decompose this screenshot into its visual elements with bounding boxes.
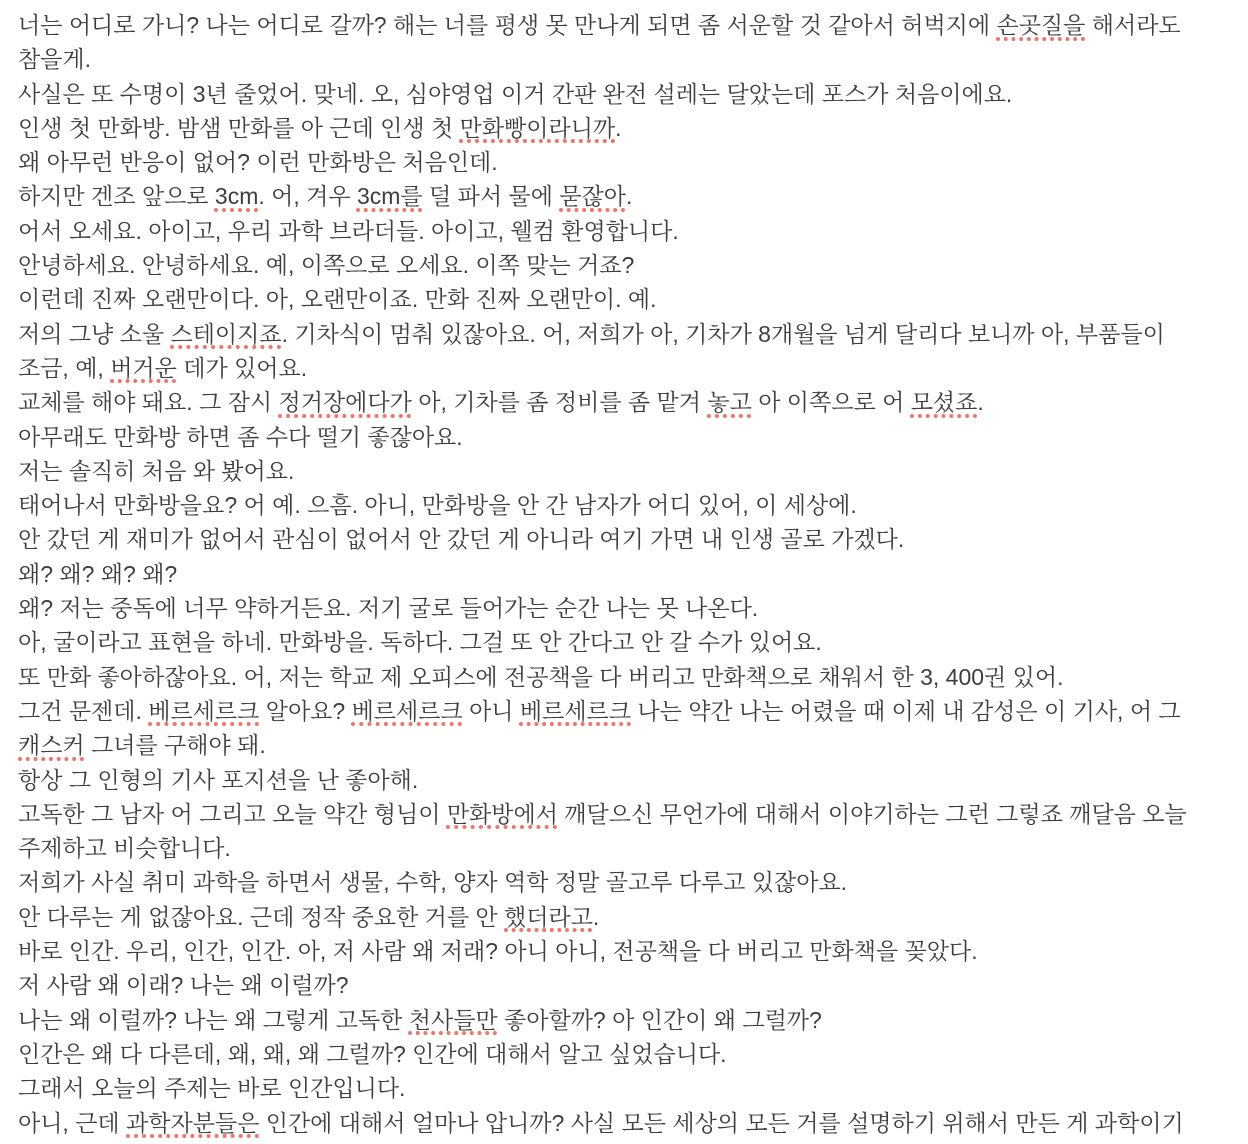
text-segment: 왜? 저는 중독에 너무 약하거든요. 저기 굴로 들어가는 순간 나는 못 나온다. [18,595,759,622]
text-segment: 어서 오세요. 아이고, 우리 과학 브라더들. 아이고, 웰컴 환영합니다. [18,217,679,244]
text-segment: 저희가 사실 취미 과학을 하면서 생물, 수학, 양자 역학 정말 골고루 다루고 있잖아요. [18,869,848,896]
misspelled-word: 과학자분들은 [126,1109,260,1136]
text-line [18,1003,1232,1037]
text-line [18,694,1232,728]
misspelled-word: 3cm를 [356,183,423,210]
text-line [18,248,1232,282]
text-line [18,968,1232,1002]
text-line [18,454,1232,488]
text-segment: 해서라도 [1085,12,1181,38]
text-segment: 그녀를 구해야 돼. [84,732,266,759]
misspelled-word: 정거장에다가 [278,389,412,416]
text-segment: 교체를 해야 돼요. 그 잠시 [18,389,279,416]
text-segment: . 기차식이 멈춰 있잖아요. 어, 저희가 아, 기차가 8개월을 넘게 달리다 보니까 아, 부품들이 [281,320,1165,347]
misspelled-word: 버거운 [110,354,177,381]
text-segment: 인간은 왜 다 다른데, 왜, 왜, 왜 그럴까? 인간에 대해서 알고 싶었습니다. [18,1040,727,1067]
text-line [18,625,1232,659]
misspelled-word: 손곳질을 [996,12,1086,38]
text-line [18,831,1232,865]
text-segment: 고독한 그 남자 어 그리고 오늘 약간 형님이 [18,800,447,827]
text-segment: 안 갔던 게 재미가 없어서 관심이 없어서 안 갔던 게 아니라 여기 가면 내 인생 골로 가겠다. [18,526,905,553]
text-segment: 아니, 근데 [18,1109,127,1136]
text-segment: 너는 어디로 가니? 나는 어디로 갈까? 해는 너를 평생 못 만나게 되면 좀 서운할 것 같아서 허벅지에 [18,12,997,38]
text-line [18,214,1232,248]
text-line [18,900,1232,934]
misspelled-word: 베르세르크 [351,697,463,724]
text-segment: 조금, 예, [18,354,111,381]
text-line [18,763,1232,797]
text-segment: 인간에 대해서 얼마나 압니까? 사실 모든 세상의 모든 거를 설명하기 위해서 만든 게 과학이기 [259,1109,1184,1136]
text-segment: . [615,114,622,141]
text-line [18,385,1232,419]
text-segment: 저 사람 왜 이래? 나는 왜 이럴까? [18,972,349,999]
text-segment: 왜? 왜? 왜? 왜? [18,560,178,587]
text-segment: 참을게. [18,46,92,73]
text-line [18,865,1232,899]
misspelled-word: 캐스커 [18,732,85,759]
misspelled-word: 베르세르크 [148,697,260,724]
text-line [18,591,1232,625]
misspelled-word: 스테이지죠 [170,320,282,347]
text-segment: 안 다루는 게 없잖아요. 근데 정작 중요한 거를 안 [18,903,505,930]
text-segment: 항상 그 인형의 기사 포지션을 난 좋아해. [18,766,419,793]
text-segment: 덜 파서 물에 [422,183,560,210]
text-line [18,145,1232,179]
text-segment: 태어나서 만화방을요? 어 예. 으흠. 아니, 만화방을 안 간 남자가 어디 있어, 이 세상에. [18,492,857,519]
text-segment: 아무래도 만화방 하면 좀 수다 떨기 좋잖아요. [18,423,463,450]
text-line [18,488,1232,522]
text-segment: 깨달으신 무언가에 대해서 이야기하는 그런 그렇죠 깨달음 오늘 [557,800,1187,827]
text-segment: 아니 [462,697,520,724]
text-segment: 이런데 진짜 오랜만이다. 아, 오랜만이죠. 만화 진짜 오랜만이. 예. [18,286,657,313]
text-segment: . [592,903,600,930]
text-line [18,1106,1232,1140]
text-segment: 좋아할까? 아 인간이 왜 그럴까? [497,1006,822,1033]
text-segment: . [625,183,633,210]
text-segment: . [977,389,984,416]
text-line [18,660,1232,694]
text-line [18,934,1232,968]
text-segment: 그래서 오늘의 주제는 바로 인간입니다. [18,1075,406,1102]
document-text[interactable] [18,8,1232,1140]
text-line [18,282,1232,316]
text-segment: 안녕하세요. 안녕하세요. 예, 이쪽으로 오세요. 이쪽 맞는 거죠? [18,252,635,279]
misspelled-word: 묻잖아 [559,183,626,210]
text-segment: 그건 문젠데. [18,697,149,724]
misspelled-word: 모셨죠 [910,389,978,416]
text-segment: 왜 아무런 반응이 없어? 이런 만화방은 처음인데. [18,149,498,176]
text-line [18,522,1232,556]
text-segment: 또 만화 좋아하잖아요. 어, 저는 학교 제 오피스에 전공책을 다 버리고 만화책으로 채워서 한 3, 400권 있어. [18,663,1064,690]
text-line [18,77,1232,111]
text-line [18,797,1232,831]
text-line [18,728,1232,762]
text-segment: 아, 굴이라고 표현을 하네. 만화방을. 독하다. 그걸 또 안 간다고 안 갈 수가 있어요. [18,629,822,656]
text-line [18,179,1232,213]
text-line [18,420,1232,454]
text-segment: 나는 왜 이럴까? 나는 왜 그렇게 고독한 [18,1006,409,1033]
text-line [18,557,1232,591]
text-line [18,111,1232,145]
misspelled-word: 놓고 [707,389,752,416]
misspelled-word: 만화방에서 [446,800,558,827]
text-segment: 저는 솔직히 처음 와 봤어요. [18,457,295,484]
misspelled-word: 베르세르크 [519,697,631,724]
text-segment: . 어, 겨우 [258,183,357,210]
misspelled-word: 천사들만 [408,1006,498,1033]
misspelled-word: 3cm [214,183,259,210]
text-segment: 바로 인간. 우리, 인간, 인간. 아, 저 사람 왜 저래? 아니 아니, 전공책을 다 버리고 만화책을 꽂았다. [18,938,978,965]
text-line [18,1037,1232,1071]
misspelled-word: 만화빵이라니까 [459,114,616,141]
text-segment: 인생 첫 만화방. 밤샘 만화를 아 근데 인생 첫 [18,114,460,141]
text-line [18,351,1232,385]
text-segment: 아 이쪽으로 어 [751,389,911,416]
text-segment: 아, 기차를 좀 정비를 좀 맡겨 [411,389,708,416]
text-line [18,1071,1232,1105]
text-segment: 하지만 겐조 앞으로 [18,183,215,210]
text-segment: 저의 그냥 소울 [18,320,171,347]
misspelled-word: 했더라고 [504,903,593,930]
text-line [18,42,1232,76]
text-segment: 알아요? [259,697,352,724]
text-line [18,317,1232,351]
text-segment: 주제하고 비슷합니다. [18,835,231,862]
text-segment: 나는 약간 나는 어렸을 때 이제 내 감성은 이 기사, 어 그 [631,697,1181,724]
text-line [18,8,1232,42]
text-segment: 데가 있어요. [176,354,308,381]
text-segment: 사실은 또 수명이 3년 줄었어. 맞네. 오, 심야영업 이거 간판 완전 설레는 달았는데 포스가 처음이에요. [18,80,1013,107]
